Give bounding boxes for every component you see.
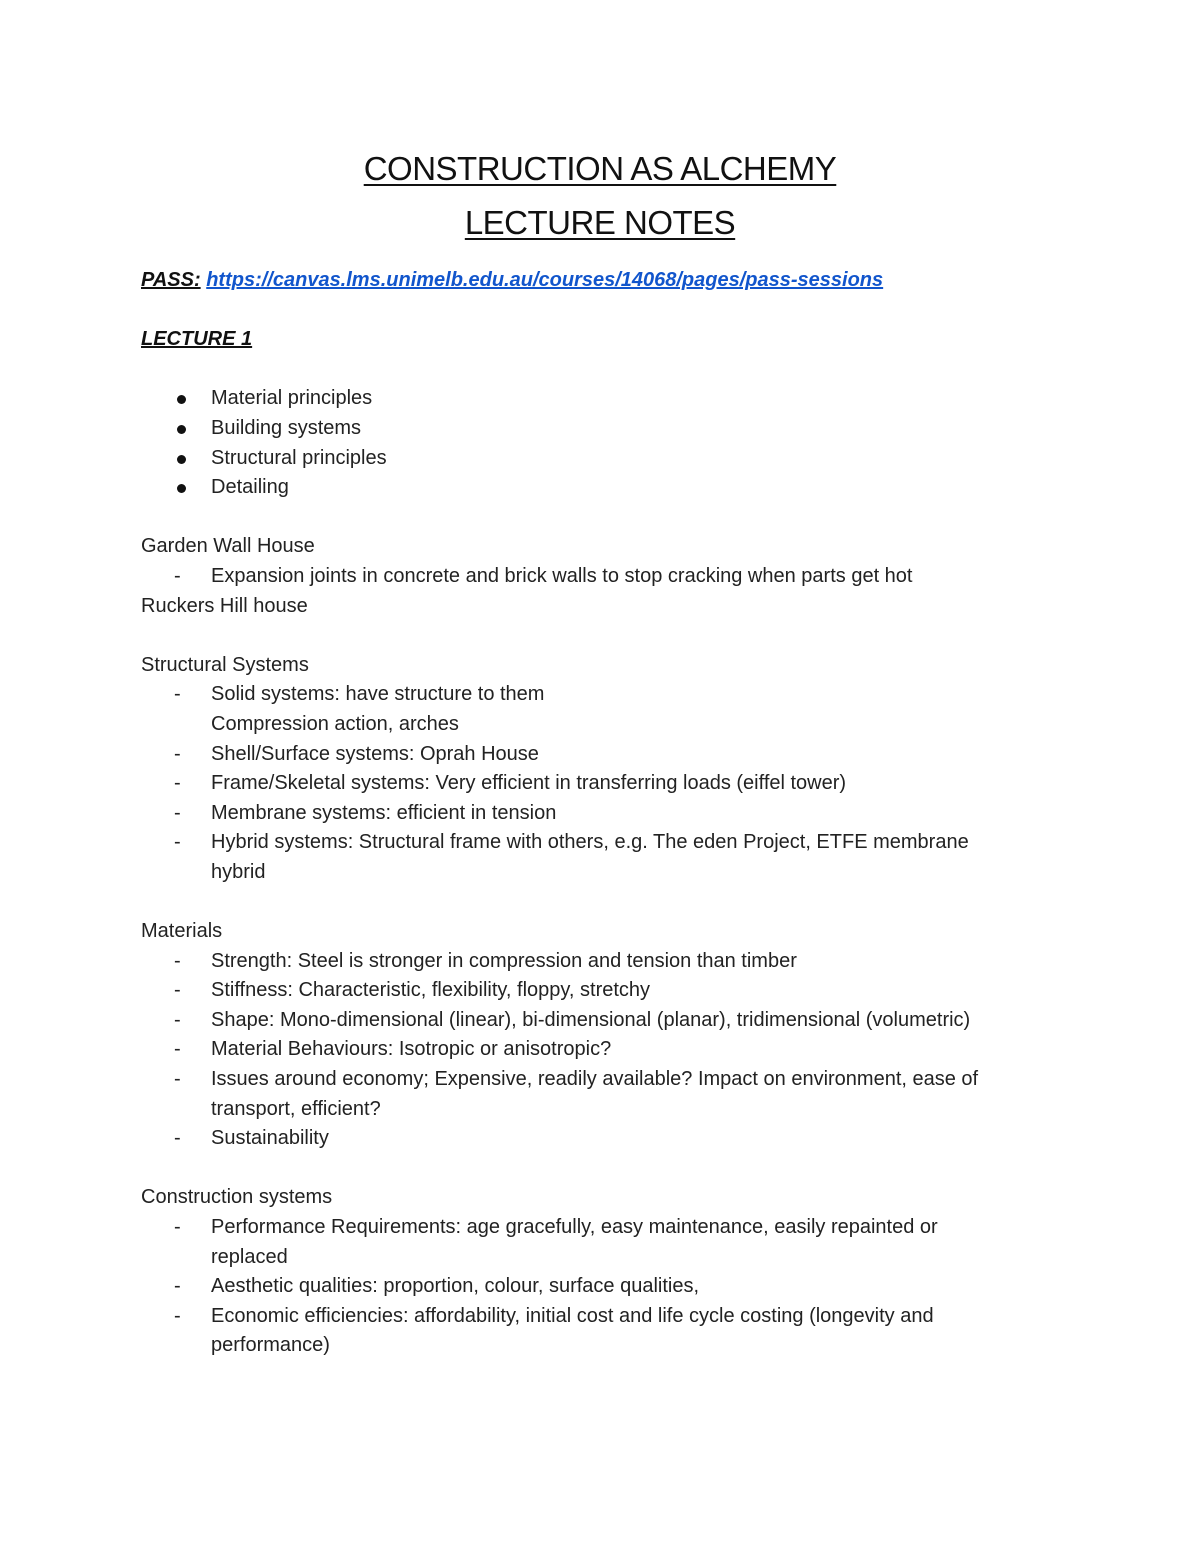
list-item	[141, 1065, 1061, 1124]
document-body	[141, 266, 1061, 1361]
bullet-icon	[177, 395, 186, 404]
dash-marker: -	[174, 1068, 181, 1091]
bullet-icon	[177, 484, 186, 493]
lecture-heading: LECTURE 1	[141, 328, 253, 351]
pass-label: PASS:	[141, 269, 201, 291]
document-title	[0, 142, 1200, 250]
list-item-text: Material Behaviours: Isotropic or anisotropic?	[211, 1038, 612, 1061]
list-item-continuation: Compression action, arches	[211, 712, 459, 735]
dash-marker: -	[174, 742, 181, 765]
dash-marker: -	[174, 1275, 181, 1298]
dash-marker: -	[174, 1127, 181, 1150]
list-item	[141, 680, 1061, 739]
section-title-construction-systems: Construction systems	[141, 1186, 333, 1209]
dash-marker: -	[174, 564, 181, 587]
list-item-text: Hybrid systems: Structural frame with others, e.g. The eden Project, ETFE membrane	[211, 831, 969, 854]
list-item-text: Sustainability	[211, 1127, 329, 1150]
list-item-text: Strength: Steel is stronger in compression and tension than timber	[211, 949, 797, 972]
list-item-text: Shell/Surface systems: Oprah House	[211, 742, 539, 765]
section-title-garden-wall-house: Garden Wall House	[141, 535, 315, 558]
list-item-text: Structural principles	[211, 446, 387, 469]
section-title-materials: Materials	[141, 920, 223, 943]
section-title-structural-systems: Structural Systems	[141, 653, 309, 676]
list-item-text: Material principles	[211, 387, 373, 410]
bullet-icon	[177, 455, 186, 464]
list-item	[141, 562, 1061, 592]
list-item-text: Building systems	[211, 416, 362, 439]
structural-systems-list	[141, 680, 1061, 887]
list-item-continuation: hybrid	[211, 860, 266, 883]
list-item-text: Solid systems: have structure to them	[211, 683, 545, 706]
list-item	[141, 384, 1061, 414]
list-item	[141, 1272, 1061, 1302]
list-item-continuation: replaced	[211, 1245, 288, 1268]
list-item	[141, 1124, 1061, 1154]
list-item-text: Detailing	[211, 476, 289, 499]
list-item	[141, 414, 1061, 444]
topic-bullet-list	[141, 384, 1061, 502]
dash-marker: -	[174, 949, 181, 972]
dash-marker: -	[174, 1038, 181, 1061]
bullet-icon	[177, 425, 186, 434]
list-item	[141, 740, 1061, 770]
title-line-1: CONSTRUCTION AS ALCHEMY	[363, 150, 837, 187]
list-item-text: Frame/Skeletal systems: Very efficient in transferring loads (eiffel tower)	[211, 772, 847, 795]
construction-systems-list	[141, 1213, 1061, 1361]
dash-marker: -	[174, 772, 181, 795]
list-item	[141, 799, 1061, 829]
list-item	[141, 947, 1061, 977]
list-item-text: Stiffness: Characteristic, flexibility, floppy, stretchy	[211, 979, 651, 1002]
list-item-text: Aesthetic qualities: proportion, colour, surface qualities,	[211, 1275, 700, 1298]
list-item	[141, 828, 1061, 887]
garden-wall-list	[141, 562, 1061, 592]
dash-marker: -	[174, 801, 181, 824]
materials-list	[141, 947, 1061, 1154]
dash-marker: -	[174, 1008, 181, 1031]
list-item-text: Issues around economy; Expensive, readily available? Impact on environment, ease of	[211, 1068, 979, 1091]
list-item-text: Shape: Mono-dimensional (linear), bi-dimensional (planar), tridimensional (volumetric)	[211, 1008, 971, 1031]
list-item-text: Expansion joints in concrete and brick walls to stop cracking when parts get hot	[211, 564, 913, 587]
list-item	[141, 1302, 1061, 1361]
pass-sessions-link[interactable]: https://canvas.lms.unimelb.edu.au/courses/14068/pages/pass-sessions	[206, 269, 884, 291]
dash-marker: -	[174, 683, 181, 706]
list-item-continuation: performance)	[211, 1334, 330, 1357]
list-item	[141, 1035, 1061, 1065]
dash-marker: -	[174, 979, 181, 1002]
dash-marker: -	[174, 1216, 181, 1238]
list-item	[141, 769, 1061, 799]
title-line-2: LECTURE NOTES	[464, 204, 736, 241]
dash-marker: -	[174, 1304, 181, 1327]
list-item-text: Economic efficiencies: affordability, initial cost and life cycle costing (longevity and	[211, 1304, 934, 1327]
list-item-text: Performance Requirements: age gracefully, easy maintenance, easily repainted or	[211, 1216, 938, 1238]
list-item	[141, 444, 1061, 474]
pass-line	[141, 266, 1061, 296]
list-item	[141, 976, 1061, 1006]
list-item-text: Membrane systems: efficient in tension	[211, 801, 557, 824]
dash-marker: -	[174, 831, 181, 854]
list-item	[141, 1006, 1061, 1036]
list-item-continuation: transport, efficient?	[211, 1097, 381, 1120]
ruckers-hill-house-text: Ruckers Hill house	[141, 594, 308, 617]
list-item	[141, 1213, 1061, 1272]
list-item	[141, 473, 1061, 503]
